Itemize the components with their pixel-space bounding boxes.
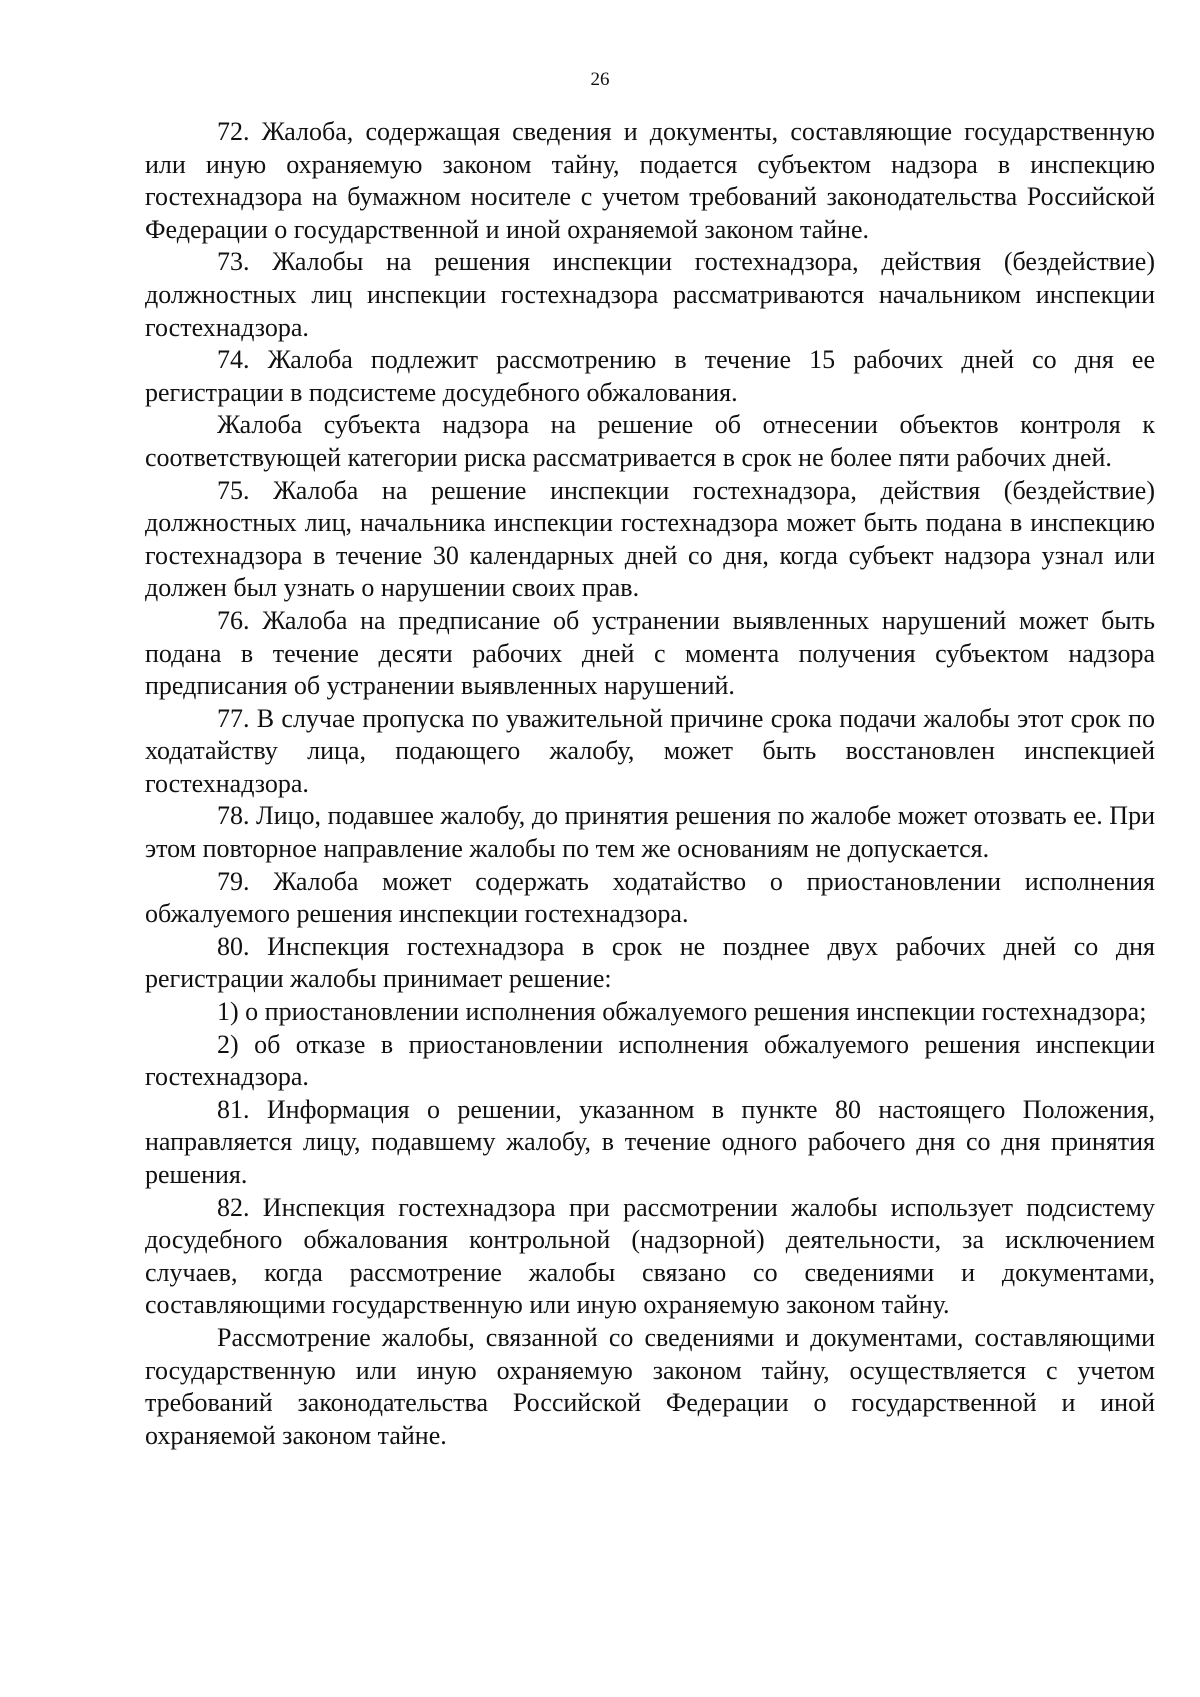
paragraph-73: 73. Жалобы на решения инспекции гостехнадзора, действия (бездействие) должностных лиц инспекции гостехнадзора рассматриваются начальником инспекции гостехнадзора.: [145, 247, 1155, 342]
paragraph-76: 76. Жалоба на предписание об устранении выявленных нарушений может быть подана в течение десяти рабочих дней с момента получения субъектом надзора предписания об устранении выявленных нарушений.: [145, 605, 1155, 701]
paragraph-82: 82. Инспекция гостехнадзора при рассмотрении жалобы использует подсистему досудебного обжалования контрольной (надзорной) деятельности, за исключением случаев, когда рассмотрение жалобы связано со сведениями и документами, составляющими государственную или иную охраняемую законом тайну.: [145, 1192, 1155, 1320]
paragraph-72: 72. Жалоба, содержащая сведения и документы, составляющие государственную или иную охраняемую законом тайну, подается субъектом надзора в инспекцию гостехнадзора на бумажном носителе с учетом требований законодательства Российской Федерации о государственной и иной охраняемой законом тайне.: [145, 117, 1155, 244]
paragraph-74: 74. Жалоба подлежит рассмотрению в течение 15 рабочих дней со дня ее регистрации в подсистеме досудебного обжалования.: [145, 345, 1155, 407]
document-body: [145, 116, 1155, 1452]
paragraph-80: 80. Инспекция гостехнадзора в срок не позднее двух рабочих дней со дня регистрации жалобы принимает решение:: [145, 931, 1155, 994]
paragraph-80-item-1: 1) о приостановлении исполнения обжалуемого решения инспекции гостехнадзора;: [217, 997, 1147, 1027]
page-number: 26: [590, 69, 610, 90]
paragraph-77: 77. В случае пропуска по уважительной причине срока подачи жалобы этот срок по ходатайству лица, подающего жалобу, может быть восстановлен инспекцией гостехнадзора.: [145, 703, 1155, 798]
paragraph-81: 81. Информация о решении, указанном в пункте 80 настоящего Положения, направляется лицу, подавшему жалобу, в течение одного рабочего дня со дня принятия решения.: [145, 1094, 1155, 1189]
paragraph-80-item-2: 2) об отказе в приостановлении исполнения обжалуемого решения инспекции гостехнадзора.: [145, 1029, 1155, 1092]
paragraph-82-continued: Рассмотрение жалобы, связанной со сведениями и документами, составляющими государственную или иную охраняемую законом тайну, осуществляется с учетом требований законодательства Российской Федерации о государственной и иной охраняемой законом тайне.: [145, 1322, 1155, 1450]
paragraph-79: 79. Жалоба может содержать ходатайство о приостановлении исполнения обжалуемого решения инспекции гостехнадзора.: [145, 866, 1155, 929]
paragraph-75: 75. Жалоба на решение инспекции гостехнадзора, действия (бездействие) должностных лиц, начальника инспекции гостехнадзора может быть подана в инспекцию гостехнадзора в течение 30 календарных дней со дня, когда субъект надзора узнал или должен был узнать о нарушении своих прав.: [145, 475, 1155, 603]
paragraph-74-continued: Жалоба субъекта надзора на решение об отнесении объектов контроля к соответствующей категории риска рассматривается в срок не более пяти рабочих дней.: [145, 410, 1155, 472]
paragraph-78: 78. Лицо, подавшее жалобу, до принятия решения по жалобе может отозвать ее. При этом повторное направление жалобы по тем же основаниям не допускается.: [145, 801, 1155, 864]
